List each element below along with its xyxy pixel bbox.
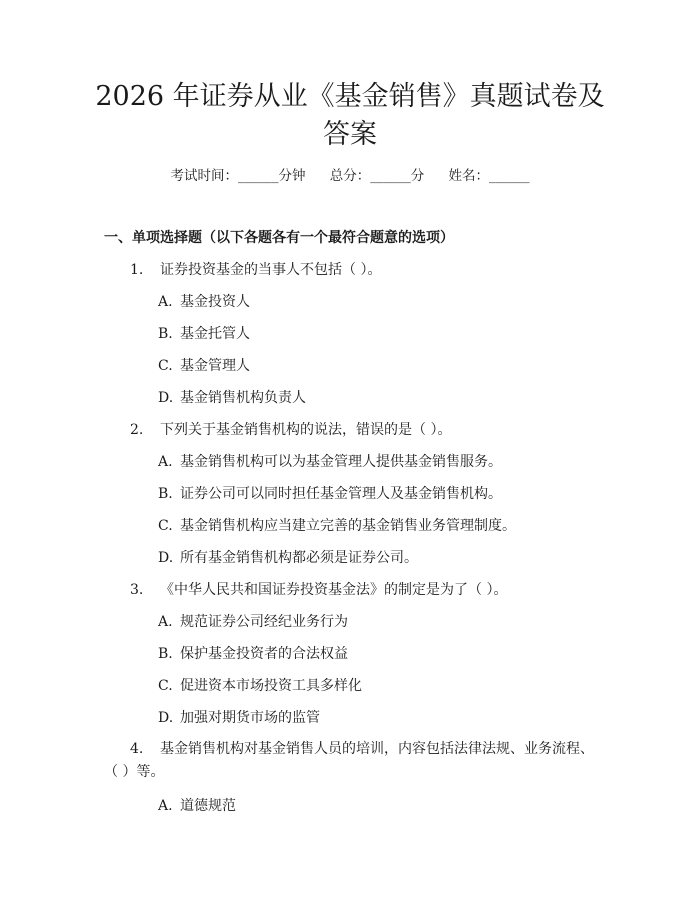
option-text: 证券公司可以同时担任基金管理人及基金销售机构。 [180, 486, 502, 502]
option-text: 促进资本市场投资工具多样化 [180, 678, 362, 694]
question-text: 下列关于基金销售机构的说法，错误的是（ ）。 [160, 422, 452, 438]
option-letter: A. [158, 614, 173, 630]
option-1a [158, 292, 250, 312]
option-1d [158, 388, 306, 408]
option-text: 基金托管人 [180, 326, 250, 342]
question-text: 《中华人民共和国证券投资基金法》的制定是为了（ ）。 [160, 582, 508, 598]
option-2d [158, 548, 418, 568]
option-letter: D. [158, 550, 174, 566]
option-text: 保护基金投资者的合法权益 [180, 646, 348, 662]
option-2a [158, 452, 502, 472]
section-heading: 一、单项选择题（以下各题各有一个最符合题意的选项） [104, 230, 454, 246]
option-2c [158, 516, 516, 536]
option-letter: C. [158, 678, 173, 694]
option-1c [158, 356, 250, 376]
option-letter: A. [158, 798, 173, 814]
option-text: 基金销售机构负责人 [180, 390, 306, 406]
question-number: 2. [130, 422, 144, 438]
option-3a [158, 612, 348, 632]
question-number: 3. [130, 582, 144, 598]
option-letter: A. [158, 294, 173, 310]
option-letter: C. [158, 518, 173, 534]
option-3c [158, 676, 362, 696]
option-1b [158, 324, 250, 344]
exam-time: 考试时间：______分钟 [170, 168, 306, 184]
question-number: 1. [130, 262, 144, 278]
option-text: 道德规范 [180, 798, 236, 814]
option-4a [158, 796, 236, 816]
option-letter: D. [158, 390, 174, 406]
option-text: 基金销售机构应当建立完善的基金销售业务管理制度。 [180, 518, 516, 534]
question-3 [130, 580, 507, 600]
option-text: 基金投资人 [180, 294, 250, 310]
option-text: 基金销售机构可以为基金管理人提供基金销售服务。 [180, 454, 502, 470]
exam-meta [0, 166, 700, 186]
option-text: 所有基金销售机构都必须是证券公司。 [180, 550, 418, 566]
page-title: 2026 年证券从业《基金销售》真题试卷及答案 [95, 81, 605, 150]
option-2b [158, 484, 502, 504]
option-text: 基金管理人 [180, 358, 250, 374]
question-1 [130, 260, 381, 280]
option-3b [158, 644, 348, 664]
option-letter: B. [158, 486, 173, 502]
question-text: 证券投资基金的当事人不包括（ ）。 [160, 262, 382, 278]
option-letter: B. [158, 646, 173, 662]
option-letter: B. [158, 326, 173, 342]
option-text: 加强对期货市场的监管 [180, 710, 320, 726]
question-text: 基金销售机构对基金销售人员的培训，内容包括法律法规、业务流程、（ ）等。 [104, 741, 594, 780]
question-4 [104, 738, 598, 784]
exam-name: 姓名：______ [448, 168, 530, 184]
option-text: 规范证券公司经纪业务行为 [180, 614, 348, 630]
option-letter: C. [158, 358, 173, 374]
option-letter: D. [158, 710, 174, 726]
option-3d [158, 708, 320, 728]
question-number: 4. [130, 741, 144, 757]
question-2 [130, 420, 451, 440]
exam-score: 总分：______分 [329, 168, 425, 184]
option-letter: A. [158, 454, 173, 470]
